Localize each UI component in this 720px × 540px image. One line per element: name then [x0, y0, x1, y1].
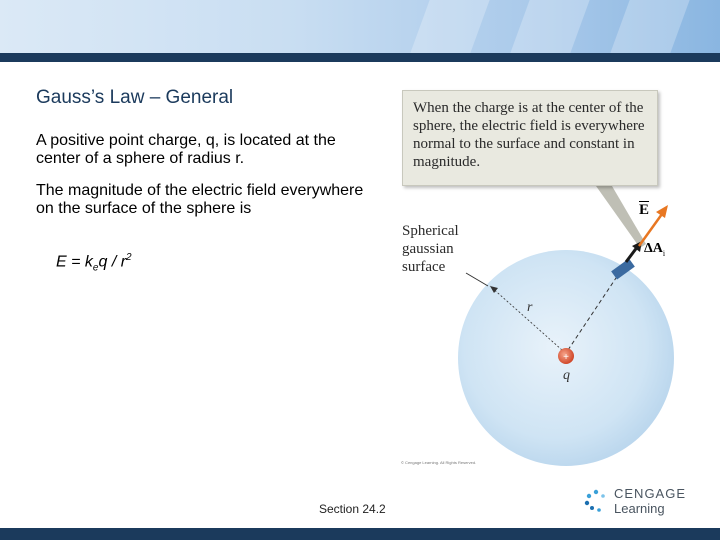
- gaussian-sphere-figure: [396, 86, 686, 471]
- formula-mid: q / r: [98, 253, 127, 271]
- field-formula: [56, 252, 132, 274]
- footer-bar: [0, 528, 720, 540]
- gaussian-surface-label: Spherical gaussian surface: [402, 223, 459, 275]
- cengage-logo: [584, 486, 694, 518]
- header-rule: [0, 53, 720, 62]
- field-label: $\overline{E}$: [639, 202, 650, 218]
- slide-title: Gauss’s Law – General: [36, 87, 234, 108]
- charge-label: q: [563, 368, 570, 383]
- section-label: Section 24.2: [319, 502, 386, 516]
- callout-box: When the charge is at the center of the sphere, the electric field is everywhere normal to the surface and constant in magnitude.: [402, 90, 658, 186]
- banner-stripe: [510, 0, 589, 53]
- banner-stripe: [610, 0, 689, 53]
- formula-superscript: 2: [126, 252, 132, 263]
- banner-stripe: [410, 0, 489, 53]
- logo-text-cengage: CENGAGE: [614, 486, 687, 501]
- figure-copyright: © Cengage Learning. All Rights Reserved.: [401, 460, 477, 465]
- radius-label: r: [527, 300, 533, 315]
- header-banner: [0, 0, 720, 53]
- paragraph-charge-description: A positive point charge, q, is located at the center of a sphere of radius r.: [36, 132, 336, 167]
- logo-text-learning: Learning: [614, 501, 665, 516]
- paragraph-field-magnitude: The magnitude of the electric field everywhere on the surface of the sphere is: [36, 182, 364, 217]
- area-label: $\Delta A_i$: [644, 241, 666, 258]
- charge-sign: +: [563, 352, 569, 363]
- formula-lhs: E = k: [56, 253, 93, 271]
- formula-subscript: e: [92, 262, 99, 274]
- cengage-logo-mark: [584, 488, 608, 514]
